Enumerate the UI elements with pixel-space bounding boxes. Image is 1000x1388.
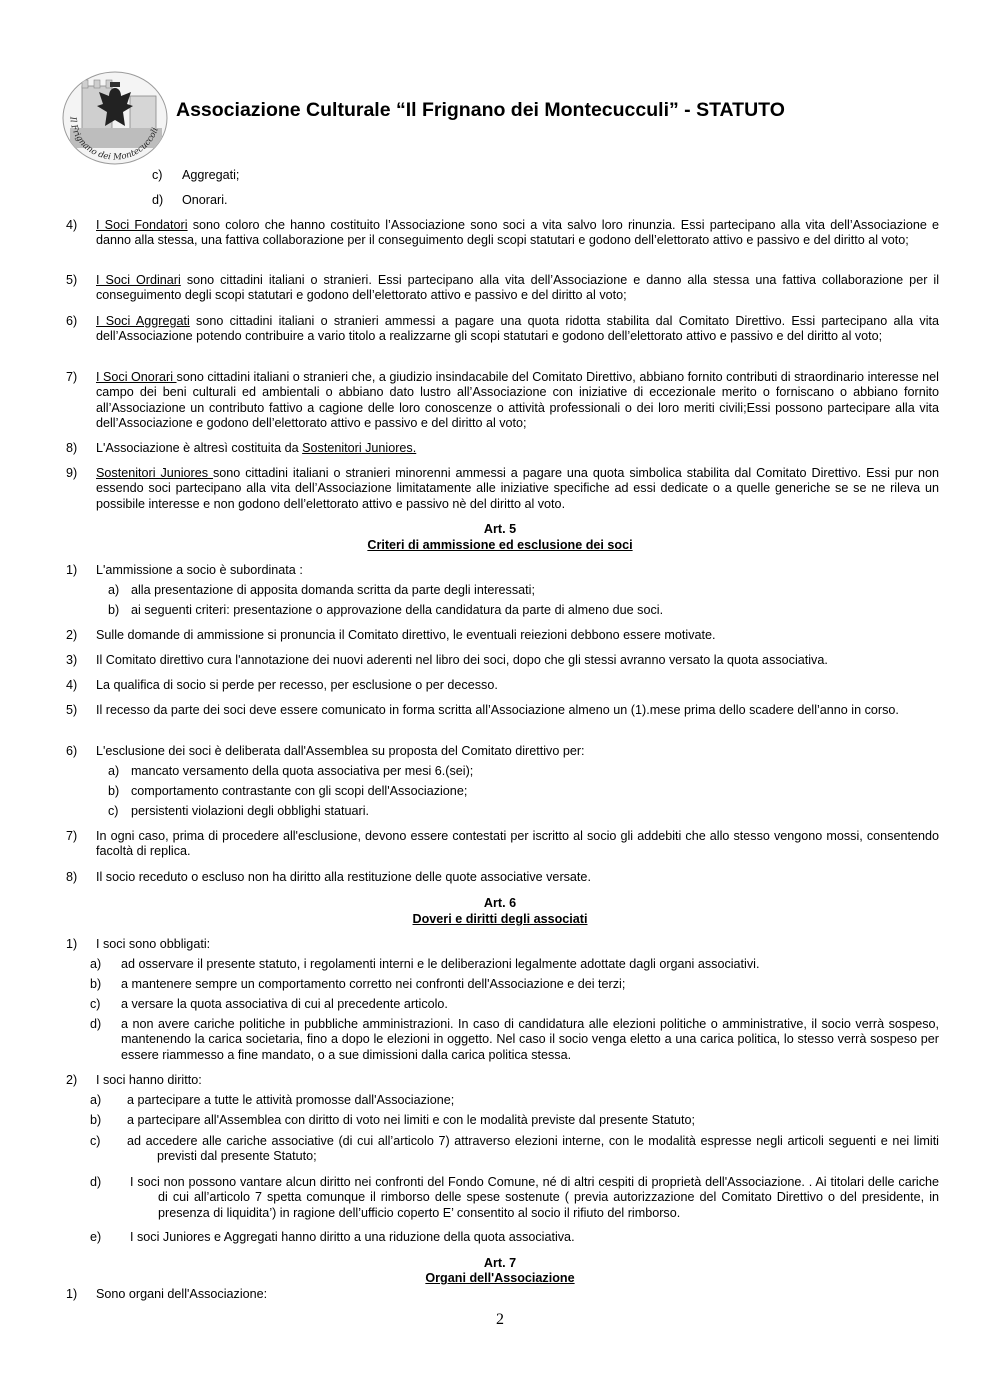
item-text: Sulle domande di ammissione si pronuncia il Comitato direttivo, le eventuali reiezioni debbono essere motivate. [96,628,716,642]
sub-label: e) [90,1230,102,1244]
sostenitori-juniores-paragraph [96,466,939,512]
sub-text: I soci Juniores e Aggregati hanno diritto a una riduzione della quota associativa. [130,1230,575,1244]
term-underlined: Sostenitori Juniores [96,466,213,480]
sub-label: b) [108,784,120,798]
sub-label: a) [108,764,120,778]
sub-text-hanging [127,1134,939,1165]
soci-aggregati-paragraph [96,314,939,345]
sub-label: b) [90,1113,102,1127]
top-list-item [152,168,552,183]
sub-text: comportamento contrastante con gli scopi dell'Associazione; [131,784,468,798]
item-text: Il recesso da parte dei soci deve essere comunicato in forma scritta all’Associazione almeno un (1).mese prima dello scadere dell’anno in corso. [96,703,899,717]
soci-ordinari-paragraph [96,273,939,304]
item-number: 4) [66,218,78,232]
sub-text: a partecipare a tutte le attività promosse dall'Associazione; [127,1093,455,1107]
item-number: 8) [66,441,78,455]
sub-label: a) [90,957,102,971]
sub-label: b) [90,977,102,991]
paragraph-text: sono cittadini italiani o stranieri minorenni ammessi a pagare una quota simbolica stabilita dal Comitato Direttivo. Essi pur non essendo soci partecipano alla vita dell’Associazione limitatamente alle iniziative specifiche ad essi dedicate o a quelle generiche se se ne rileva un possibile interesse e non godono dell’elettorato attivo e passivo nè del diritto al voto. [96,466,940,511]
list-label: d) [152,193,164,207]
item-number: 6) [66,314,78,328]
sub-label: c) [108,804,119,818]
article-heading: Art. 7 [483,1256,517,1270]
list-label: c) [152,168,163,182]
article-subheading: Criteri di ammissione ed esclusione dei soci [367,538,633,552]
top-list-item [152,193,552,208]
list-text: Onorari. [182,193,228,207]
item-text: La qualifica di socio si perde per recesso, per esclusione o per decesso. [96,678,498,692]
item-number: 6) [66,744,78,758]
item-text: Il socio receduto o escluso non ha diritto alla restituzione delle quote associative versate. [96,870,591,884]
list-text: Aggregati; [182,168,240,182]
article-subheading: Doveri e diritti degli associati [412,912,588,926]
item-number: 1) [66,563,78,577]
soci-onorari-paragraph [96,370,939,432]
sub-label: c) [90,1134,101,1148]
sub-label: d) [90,1017,102,1031]
term-underlined: I Soci Aggregati [96,314,190,328]
item-number: 7) [66,829,78,843]
sub-label: a) [90,1093,102,1107]
sub-label: c) [90,997,101,1011]
item-number: 8) [66,870,78,884]
sub-text: ad accedere alle cariche associative (di cui all’articolo 7) attraverso elezioni interne, con le modalità espresse negli articoli seguenti e nei limiti previsti dal presente Statuto; [127,1134,939,1164]
item-number: 7) [66,370,78,384]
item-text: L'ammissione a socio è subordinata : [96,563,303,577]
article-subheading: Organi dell'Associazione [425,1271,575,1285]
term-underlined: I Soci Fondatori [96,218,188,232]
sub-text: ad osservare il presente statuto, i regolamenti interni e le deliberazioni legalmente adottate dagli organi associativi. [121,957,760,971]
article-heading: Art. 6 [483,896,517,910]
sub-text: a partecipare all'Assemblea con diritto di voto nei limiti e con le modalità previste dal presente Statuto; [127,1113,696,1127]
item-text: Il Comitato direttivo cura l'annotazione dei nuovi aderenti nel libro dei soci, dopo che gli stessi avranno versato la quota associativa. [96,653,828,667]
item-number: 1) [66,1287,78,1301]
paragraph-text: L'Associazione è altresì costituita da [96,441,303,455]
sub-label: a) [108,583,120,597]
sub-text: I soci non possono vantare alcun diritto nei confronti del Fondo Comune, né di altri cespiti di proprietà dell'Associazione. . Ai titolari delle cariche di cui all’articolo 7 spetta comunque il rimborso delle spese sostenute ( previa autorizzazione del Comitato Direttivo o del presidente, in presenza di liquidita’) in ragione dell’ufficio coperto E’ consentito al socio il rifiuto del rimborso. [130,1175,939,1220]
document-title: Associazione Culturale “Il Frignano dei Montecucculi” - STATUTO [176,99,785,121]
association-logo [60,66,170,166]
paragraph-text: sono coloro che hanno costituito l’Associazione sono soci a vita salvo loro rinunzia. Essi partecipano alla vita dell’Associazione e danno alla stessa, una fattiva collaborazione per il conseguimento degli scopi statutari e godono dell’elettorato attivo e passivo e del diritto al voto; [96,218,940,248]
item-text: Sono organi dell'Associazione: [96,1287,268,1301]
sub-text: a mantenere sempre un comportamento corretto nei confronti dell'Associazione e dei terzi; [121,977,626,991]
item-text: L'esclusione dei soci è deliberata dall'Assemblea su proposta del Comitato direttivo per: [96,744,585,758]
item-number: 5) [66,273,78,287]
sub-text: persistenti violazioni degli obblighi statuari. [131,804,370,818]
sub-text: ai seguenti criteri: presentazione o approvazione della candidatura da parte di almeno due soci. [131,603,664,617]
sostenitori-intro-paragraph [96,441,939,456]
item-text: I soci hanno diritto: [96,1073,202,1087]
item-number: 9) [66,466,78,480]
article-heading: Art. 5 [483,522,517,536]
item-number: 1) [66,937,78,951]
item-number: 4) [66,678,78,692]
sub-text-hanging [130,1175,939,1221]
svg-text:Il Frignano dei Montecuccoli: Il Frignano dei Montecuccoli [67,116,161,163]
sub-label: b) [108,603,120,617]
term-underlined: Sostenitori Juniores. [302,441,417,455]
item-number: 2) [66,628,78,642]
item-text: I soci sono obbligati: [96,937,211,951]
item-number: 3) [66,653,78,667]
item-number: 5) [66,703,78,717]
paragraph-text: sono cittadini italiani o stranieri ammessi a pagare una quota ridotta stabilita dal Comitato Direttivo. Essi partecipano alla vita dell’Associazione potendo contribuire a vario titolo a realizzarne gli scopi statutari e godono dell’elettorato attivo e passivo e del diritto al voto; [96,314,939,344]
item-number: 2) [66,1073,78,1087]
sub-text: alla presentazione di apposita domanda scritta da parte degli interessati; [131,583,535,597]
term-underlined: I Soci Onorari [96,370,177,384]
soci-fondatori-paragraph [96,218,939,249]
paragraph-text: sono cittadini italiani o stranieri che, a giudizio insindacabile del Comitato Direttivo, abbiano fornito contributi di straordinario interesse nel campo dei beni culturali ed ambientali o abbiano dato lustro all’Associazione con iniziative di eccezionale merito o forniscano o abbiano fornito all’Associazione un contributo fattivo a cagione delle loro conoscenze o attività professionali o dei loro meriti civili;Essi possono partecipare alla vita dell’Associazione e godono dell’elettorato attivo e passivo e del diritto al voto; [96,370,939,431]
page-number: 2 [496,1311,504,1328]
sub-text: a non avere cariche politiche in pubbliche amministrazioni. In caso di candidatura alle elezioni politiche o amministrative, il socio verrà sospeso, mantenendo la carica societaria, fino a dopo le elezioni in oggetto. Nel caso il socio venga eletto a una carica politica, lo stesso verrà sospeso per essere riammesso a fine mandato, o a sue dimissioni dalla carica politica stessa. [121,1017,939,1062]
item-text: In ogni caso, prima di procedere all'esclusione, devono essere contestati per iscritto al socio gli addebiti che allo stesso vengono mossi, consentendo facoltà di replica. [96,829,939,859]
sub-text: mancato versamento della quota associativa per mesi 6.(sei); [131,764,474,778]
paragraph-text: sono cittadini italiani o stranieri. Essi partecipano alla vita dell’Associazione e danno alla stessa una fattiva collaborazione per il conseguimento degli scopi statutari e godono dell’elettorato attivo e passivo e del diritto al voto; [96,273,939,303]
sub-text: a versare la quota associativa di cui al precedente articolo. [121,997,448,1011]
sub-label: d) [90,1175,102,1189]
term-underlined: I Soci Ordinari [96,273,181,287]
